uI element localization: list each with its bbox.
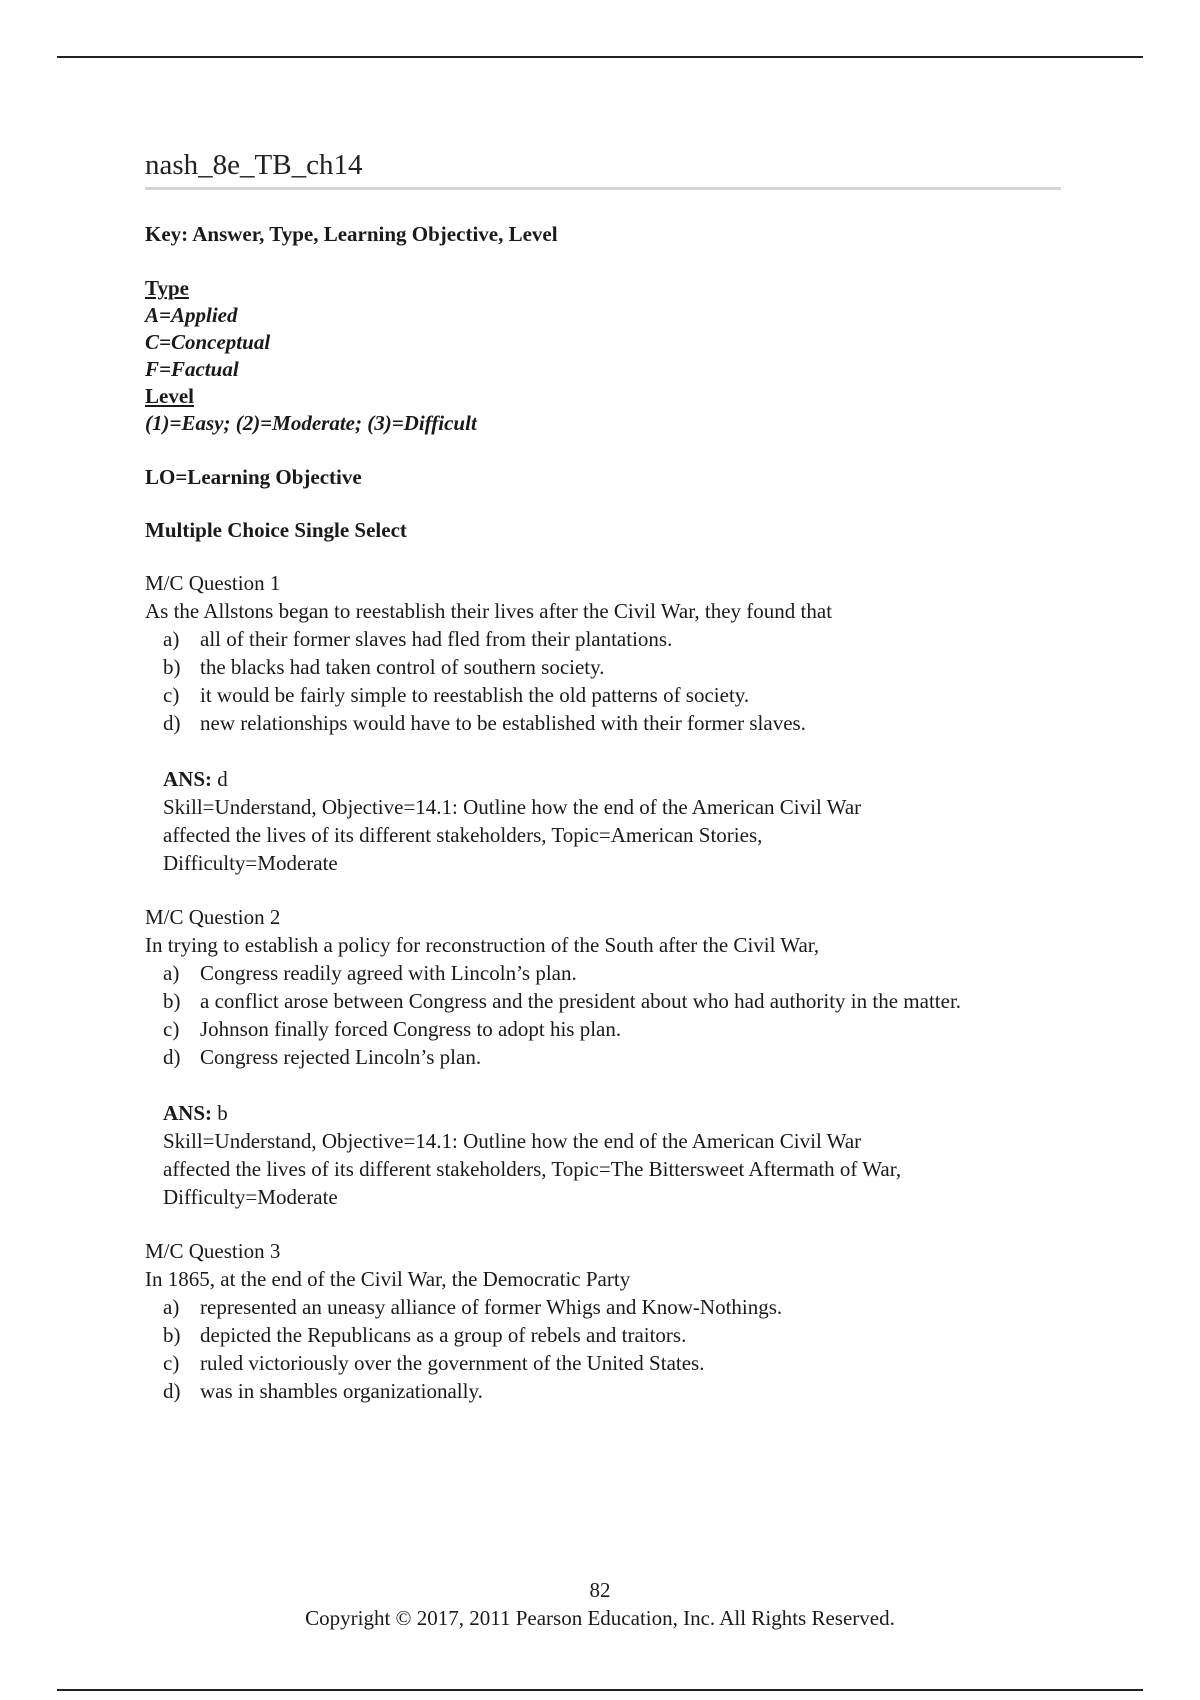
- choice-b: [145, 653, 1061, 681]
- answer-label: ANS:: [163, 766, 213, 791]
- choice-text: Congress readily agreed with Lincoln’s plan.: [200, 960, 577, 985]
- choice-text: Johnson finally forced Congress to adopt his plan.: [200, 1016, 622, 1041]
- choice-letter: b): [163, 1322, 181, 1347]
- choice-text: represented an uneasy alliance of former Whigs and Know-Nothings.: [200, 1294, 783, 1319]
- key-line: Key: Answer, Type, Learning Objective, Level: [145, 221, 558, 246]
- choice-text: was in shambles organizationally.: [200, 1378, 483, 1403]
- level-heading: Level: [145, 383, 194, 408]
- answer-label: ANS:: [163, 1100, 213, 1125]
- answer-meta-line: Difficulty=Moderate: [163, 850, 338, 875]
- page-number: 82: [589, 1578, 611, 1602]
- choice-d: [145, 1377, 1061, 1405]
- answer-block: [145, 1099, 1061, 1211]
- type-heading: Type: [145, 275, 189, 300]
- choice-text: Congress rejected Lincoln’s plan.: [200, 1044, 482, 1069]
- choice-a: [145, 959, 1061, 987]
- choice-c: [145, 1349, 1061, 1377]
- question-1: [145, 569, 1061, 877]
- title-underline: [145, 187, 1061, 190]
- choice-letter: d): [163, 1378, 181, 1403]
- answer-block: [145, 765, 1061, 877]
- question-label: M/C Question 1: [145, 570, 281, 595]
- choice-text: a conflict arose between Congress and the president about who had authority in the matter.: [200, 988, 962, 1013]
- page-content: [145, 140, 1061, 1405]
- answer-meta-line: affected the lives of its different stakeholders, Topic=The Bittersweet Aftermath of War,: [163, 1156, 902, 1181]
- question-label: M/C Question 2: [145, 904, 281, 929]
- choice-text: all of their former slaves had fled from their plantations.: [200, 626, 673, 651]
- choice-text: ruled victoriously over the government of the United States.: [200, 1350, 705, 1375]
- type-conceptual: C=Conceptual: [145, 329, 271, 354]
- choice-text: it would be fairly simple to reestablish the old patterns of society.: [200, 682, 750, 707]
- copyright-notice: Copyright © 2017, 2011 Pearson Education, Inc. All Rights Reserved.: [305, 1606, 895, 1630]
- choice-b: [145, 1321, 1061, 1349]
- choice-d: [145, 709, 1061, 737]
- answer-meta-line: affected the lives of its different stakeholders, Topic=American Stories,: [163, 822, 763, 847]
- level-values: (1)=Easy; (2)=Moderate; (3)=Difficult: [145, 410, 477, 435]
- choice-letter: b): [163, 988, 181, 1013]
- type-applied: A=Applied: [145, 302, 238, 327]
- choice-letter: d): [163, 710, 181, 735]
- question-label: M/C Question 3: [145, 1238, 281, 1263]
- choice-text: new relationships would have to be established with their former slaves.: [200, 710, 806, 735]
- answer-meta-line: Difficulty=Moderate: [163, 1184, 338, 1209]
- choice-letter: a): [163, 1294, 180, 1319]
- question-2: [145, 903, 1061, 1211]
- bottom-rule: [57, 1689, 1143, 1691]
- choice-b: [145, 987, 1020, 1015]
- choice-a: [145, 1293, 1061, 1321]
- question-stem: As the Allstons began to reestablish their lives after the Civil War, they found that: [145, 598, 833, 623]
- answer-meta-line: Skill=Understand, Objective=14.1: Outline how the end of the American Civil War: [163, 794, 862, 819]
- choice-letter: c): [163, 1350, 180, 1375]
- section-heading: Multiple Choice Single Select: [145, 517, 407, 542]
- choice-letter: a): [163, 626, 180, 651]
- choice-list: [145, 1293, 1061, 1405]
- choice-letter: a): [163, 960, 180, 985]
- lo-line: LO=Learning Objective: [145, 464, 362, 489]
- choice-a: [145, 625, 1061, 653]
- choice-d: [145, 1043, 1061, 1071]
- type-factual: F=Factual: [145, 356, 239, 381]
- choice-list: [145, 959, 1061, 1071]
- choice-c: [145, 681, 1061, 709]
- legend: [145, 275, 1061, 437]
- choice-c: [145, 1015, 1061, 1043]
- choice-letter: c): [163, 682, 180, 707]
- top-rule: [57, 56, 1143, 58]
- choice-text: the blacks had taken control of southern society.: [200, 654, 605, 679]
- question-3: [145, 1237, 1061, 1405]
- answer-value: d: [217, 766, 228, 791]
- document-title: nash_8e_TB_ch14: [145, 149, 363, 181]
- choice-letter: b): [163, 654, 181, 679]
- answer-line: [163, 1099, 1061, 1127]
- choice-letter: c): [163, 1016, 180, 1041]
- answer-line: [163, 765, 1061, 793]
- question-stem: In 1865, at the end of the Civil War, the Democratic Party: [145, 1266, 631, 1291]
- choice-text: depicted the Republicans as a group of rebels and traitors.: [200, 1322, 687, 1347]
- choice-letter: d): [163, 1044, 181, 1069]
- answer-meta-line: Skill=Understand, Objective=14.1: Outline how the end of the American Civil War: [163, 1128, 862, 1153]
- answer-value: b: [217, 1100, 228, 1125]
- question-stem: In trying to establish a policy for reconstruction of the South after the Civil War,: [145, 932, 820, 957]
- choice-list: [145, 625, 1061, 737]
